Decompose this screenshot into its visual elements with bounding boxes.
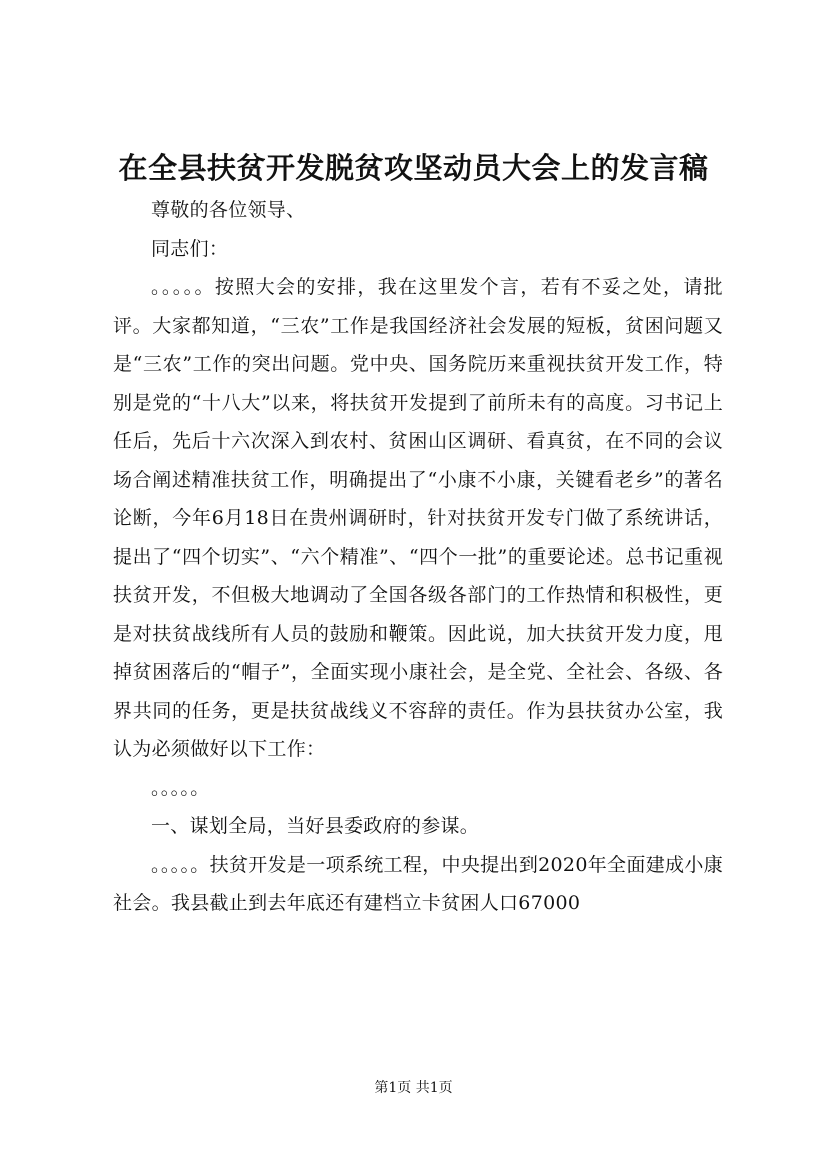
document-body [113,191,723,923]
ellipsis-line: 。。。。。 [151,776,210,799]
salutation-line: 尊敬的各位领导、 [151,199,306,221]
page-footer: 第1页 共1页 [374,1080,453,1096]
salutation-line: 同志们： [151,237,229,260]
document-title: 在全县扶贫开发脱贫攻坚动员大会上的发言稿 [118,151,709,185]
section-heading: 一、谋划全局，当好县委政府的参谋。 [151,815,480,837]
body-paragraph: 。。。。。扶贫开发是一项系统工程，中央提出到2020年全面建成小康社会。我县截止到去年底还有建档立卡贫困人口67000 [113,853,723,914]
body-paragraph: 。。。。。按照大会的安排，我在这里发个言，若有不妥之处，请批评。大家都知道，“三农”工作是我国经济社会发展的短板，贫困问题又是“三农”工作的突出问题。党中央、国务院历来重视扶贫开发工作，特别是党的“十八大”以来，将扶贫开发提到了前所未有的高度。习书记上任后，先后十六次深入到农村、贫困山区调研、看真贫，在不同的会议场合阐述精准扶贫工作，明确提出了“小康不小康，关键看老乡”的著名论断，今年6月18日在贵州调研时，针对扶贫开发专门做了系统讲话，提出了“四个切实”、“六个精准”、“四个一批”的重要论述。总书记重视扶贫开发，不但极大地调动了全国各级各部门的工作热情和积极性，更是对扶贫战线所有人员的鼓励和鞭策。因此说，加大扶贫开发力度，甩掉贫困落后的“帽子”，全面实现小康社会，是全党、全社会、各级、各界共同的任务，更是扶贫战线义不容辞的责任。作为县扶贫办公室，我认为必须做好以下工作： [113,276,723,760]
